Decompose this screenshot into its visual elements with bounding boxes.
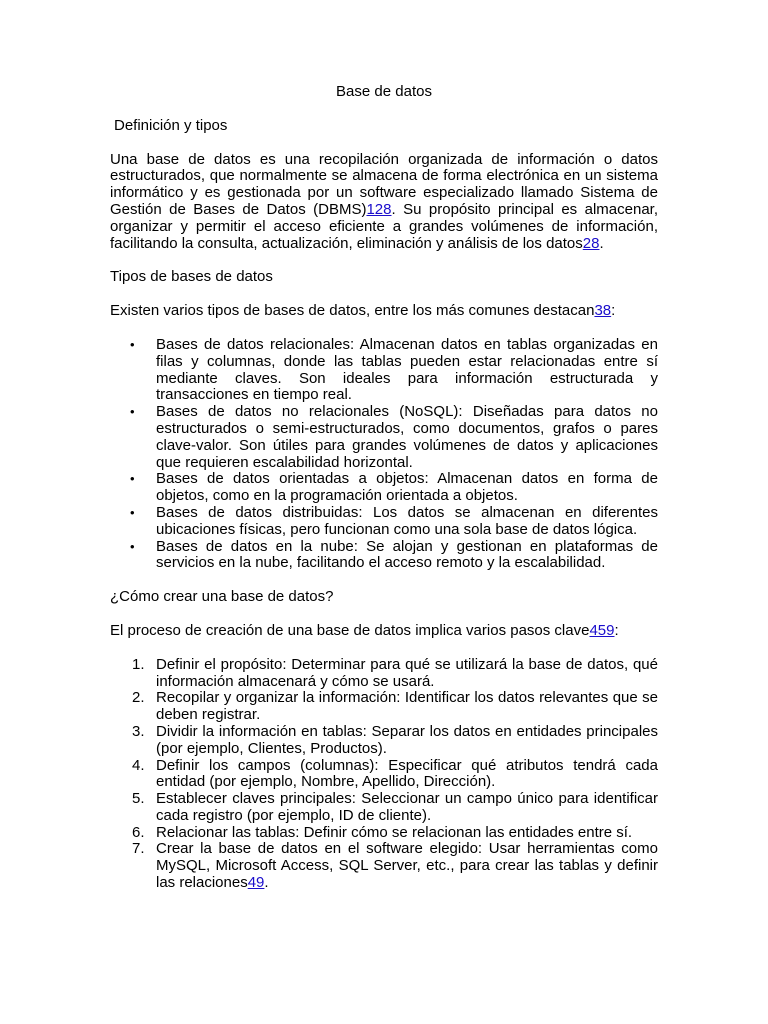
step-text: Establecer claves principales: Seleccionar un campo único para identificar cada registro (por ejemplo, ID de cliente). bbox=[156, 790, 658, 824]
bullet-icon: • bbox=[130, 504, 135, 520]
list-item-text: Bases de datos no relacionales (NoSQL): Diseñadas para datos no estructurados o semi-estructurados, como documentos, grafos o pares clave-valor. Son útiles para grandes volúmenes de datos y aplicaciones que requieren escalabilidad horizontal. bbox=[156, 403, 658, 471]
reference-link-38[interactable]: 38 bbox=[594, 302, 612, 320]
step-number: 2. bbox=[132, 689, 145, 707]
step-item bbox=[110, 758, 658, 792]
intro-text-2: . Su propósito principal es almacenar, organizar y permitir el acceso eficiente a grandes volúmenes de información, facilitando la consulta, actualización, eliminación y análisis de los datos bbox=[110, 200, 658, 252]
step-text: Dividir la información en tablas: Separar los datos en entidades principales (por ejemplo, Clientes, Productos). bbox=[156, 722, 658, 757]
step-text-end: . bbox=[264, 874, 269, 892]
types-heading: Tipos de bases de datos bbox=[110, 268, 273, 286]
step-item bbox=[110, 724, 658, 758]
list-item-text: Bases de datos relacionales: Almacenan datos en tablas organizadas en filas y columnas, donde las tablas pueden estar relacionadas entre sí mediante claves. Son ideales para información estructurada y transacciones en tiempo real. bbox=[156, 335, 658, 404]
step-text: Recopilar y organizar la información: Identificar los datos relevantes que se deben registrar. bbox=[156, 689, 658, 724]
bullet-icon: • bbox=[130, 471, 135, 487]
step-item bbox=[110, 690, 658, 724]
step-number: 5. bbox=[132, 790, 145, 808]
types-intro-text-2: : bbox=[611, 302, 616, 320]
types-intro-text: Existen varios tipos de bases de datos, entre los más comunes destacan bbox=[110, 302, 595, 320]
bullet-icon: • bbox=[130, 538, 135, 554]
step-text: Relacionar las tablas: Definir cómo se relacionan las entidades entre sí. bbox=[156, 823, 633, 841]
section-subtitle: Definición y tipos bbox=[114, 116, 228, 134]
intro-text: Una base de datos es una recopilación organizada de información o datos estructurados, que normalmente se almacena de forma electrónica en un sistema informático y es gestionada por un software especializado llamado Sistema de Gestión de Bases de Datos (DBMS) bbox=[110, 150, 658, 218]
step-number: 3. bbox=[132, 722, 145, 740]
bullet-icon: • bbox=[130, 336, 135, 352]
step-item bbox=[110, 841, 658, 891]
step-number: 4. bbox=[132, 756, 145, 774]
types-intro-paragraph bbox=[110, 303, 658, 320]
list-item-text: Bases de datos orientadas a objetos: Almacenan datos en forma de objetos, como en la programación orientada a objetos. bbox=[156, 470, 658, 505]
bullet-icon: • bbox=[130, 404, 135, 420]
create-intro-paragraph bbox=[110, 623, 658, 640]
reference-link-28[interactable]: 28 bbox=[582, 234, 600, 252]
create-intro-text: El proceso de creación de una base de datos implica varios pasos clave bbox=[110, 621, 590, 639]
list-item-text: Bases de datos en la nube: Se alojan y gestionan en plataformas de servicios en la nube, facilitando el acceso remoto y la escalabilidad. bbox=[156, 537, 658, 572]
step-text: Definir el propósito: Determinar para qué se utilizará la base de datos, qué información almacenará y cómo se usará. bbox=[156, 655, 658, 690]
step-item bbox=[110, 657, 658, 691]
create-intro-text-2: : bbox=[614, 621, 619, 639]
step-text: Definir los campos (columnas): Especificar qué atributos tendrá cada entidad (por ejemplo, Nombre, Apellido, Dirección). bbox=[156, 756, 658, 791]
list-item bbox=[110, 471, 658, 505]
reference-link-128[interactable]: 128 bbox=[366, 200, 392, 218]
step-number: 1. bbox=[132, 655, 145, 673]
reference-link-459[interactable]: 459 bbox=[589, 621, 615, 639]
step-number: 7. bbox=[132, 840, 145, 858]
list-item-text: Bases de datos distribuidas: Los datos se almacenan en diferentes ubicaciones físicas, pero funcionan como una sola base de datos lógica. bbox=[156, 503, 658, 538]
intro-text-3: . bbox=[599, 234, 604, 252]
step-number: 6. bbox=[132, 823, 145, 841]
intro-paragraph bbox=[110, 152, 658, 253]
list-item bbox=[110, 505, 658, 539]
list-item bbox=[110, 337, 658, 404]
reference-link-49[interactable]: 49 bbox=[247, 874, 265, 892]
page-title: Base de datos bbox=[336, 83, 432, 100]
steps-list bbox=[110, 657, 658, 892]
create-heading: ¿Cómo crear una base de datos? bbox=[110, 588, 334, 606]
list-item bbox=[110, 539, 658, 573]
step-text: Crear la base de datos en el software elegido: Usar herramientas como MySQL, Microsoft Access, SQL Server, etc., para crear las tablas y definir las relaciones bbox=[156, 840, 658, 892]
types-list bbox=[110, 337, 658, 572]
step-item bbox=[110, 791, 658, 825]
list-item bbox=[110, 404, 658, 471]
step-item bbox=[110, 825, 658, 842]
